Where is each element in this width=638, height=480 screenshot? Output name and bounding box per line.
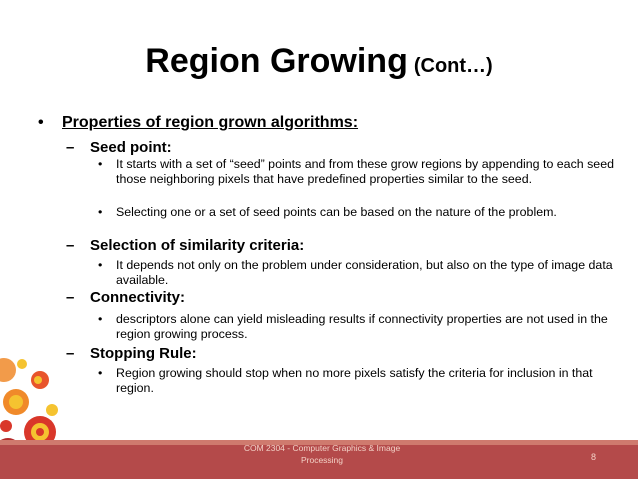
footer-course [222,442,422,466]
footer-course-line2: Processing [300,455,344,465]
section-heading-text: Stopping Rule: [90,345,197,362]
sub-bullet [98,258,618,288]
bullet-marker: • [98,157,103,171]
title-suffix: (Cont…) [413,55,493,77]
bullet-marker: • [38,114,44,131]
footer-course-line1: COM 2304 - Computer Graphics & Image [243,443,401,453]
bullet-marker: • [98,205,103,219]
sub-bullet-text: descriptors alone can yield misleading results if connectivity properties are not used in the region growing process. [116,312,608,341]
sub-bullet [98,157,618,187]
bullet-marker: • [98,312,103,326]
dash-marker: – [66,139,75,156]
section-heading-text: Seed point: [90,139,172,156]
dash-marker: – [66,345,75,362]
section-heading-text: Connectivity: [90,289,186,306]
dash-marker: – [66,237,75,254]
bullet-marker: • [98,258,103,272]
sub-bullet-text: It depends not only on the problem under consideration, but also on the type of image data available. [116,258,613,287]
sub-bullet [98,205,618,220]
bullet-marker: • [98,366,103,380]
title-main: Region Growing [145,42,408,80]
sub-bullet-text: Region growing should stop when no more pixels satisfy the criteria for inclusion in that region. [116,366,593,395]
section-heading-text: Selection of similarity criteria: [90,237,305,254]
page-number: 8 [591,452,597,462]
main-bullet-text: Properties of region grown algorithms: [62,114,359,131]
sub-bullet-text: It starts with a set of “seed” points and from these grow regions by appending to each seed those neighboring pixels that have predefined properties similar to the seed. [116,157,614,186]
sub-bullet [98,366,618,396]
dash-marker: – [66,289,75,306]
sub-bullet [98,312,618,342]
sub-bullet-text: Selecting one or a set of seed points can be based on the nature of the problem. [116,205,557,219]
